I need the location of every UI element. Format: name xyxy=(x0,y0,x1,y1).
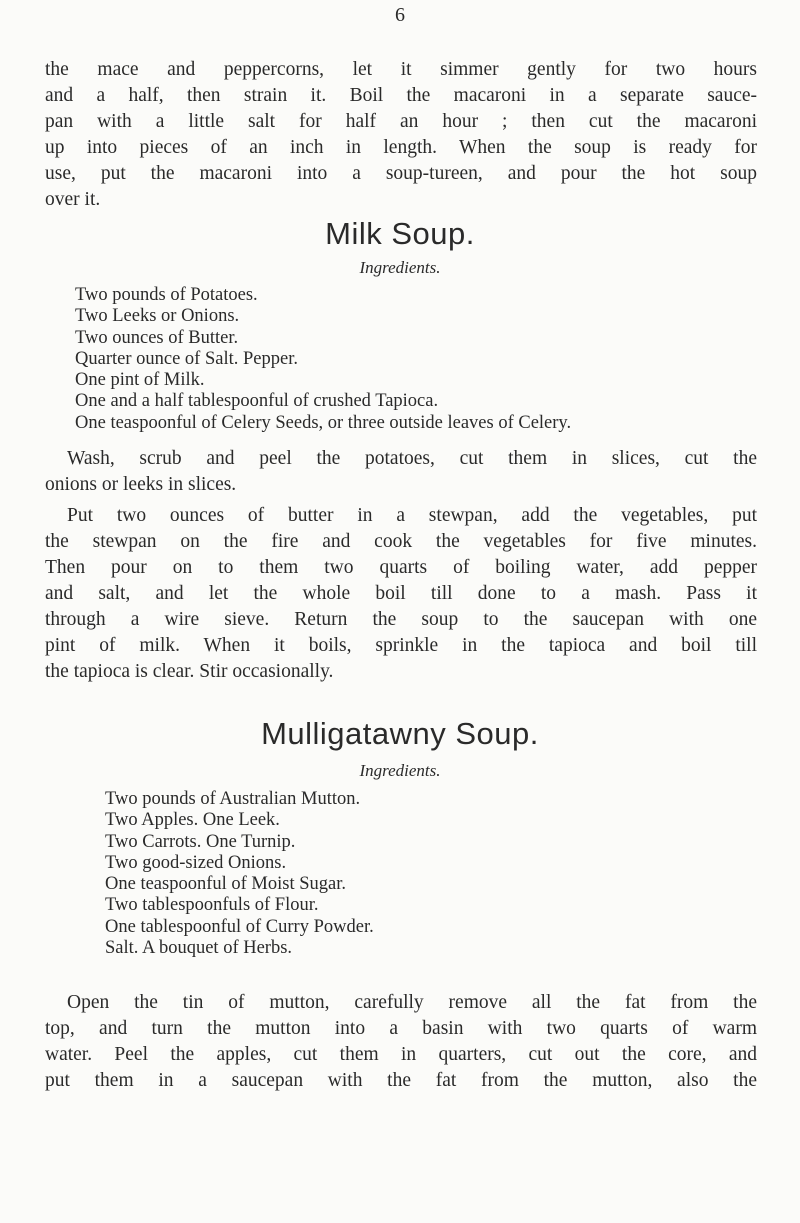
ingredient-item: One pint of Milk. xyxy=(75,370,205,391)
ingredient-item: Two good-sized Onions. xyxy=(105,852,287,873)
ingredient-item: One teaspoonful of Celery Seeds, or three outside leaves of Celery. xyxy=(75,412,572,433)
text-line: the mace and peppercorns, let it simmer gently for two hours xyxy=(45,59,757,80)
text-line: the stewpan on the fire and cook the vegetables for five minutes. xyxy=(45,531,757,552)
text-line: Open the tin of mutton, carefully remove all the fat from the xyxy=(67,992,757,1013)
mulligatawny-ingredients-heading: Ingredients. xyxy=(359,761,441,780)
ingredient-item: Two tablespoonfuls of Flour. xyxy=(105,895,319,916)
text-line: the tapioca is clear. Stir occasionally. xyxy=(45,661,334,682)
ingredient-item: Two Apples. One Leek. xyxy=(105,810,280,831)
text-line: Wash, scrub and peel the potatoes, cut them in slices, cut the xyxy=(67,448,757,469)
text-line: use, put the macaroni into a soup-tureen, and pour the hot soup xyxy=(45,163,757,184)
text-line: and a half, then strain it. Boil the macaroni in a separate sauce- xyxy=(45,85,757,106)
text-line: pint of milk. When it boils, sprinkle in the tapioca and boil till xyxy=(45,635,757,656)
ingredient-item: One teaspoonful of Moist Sugar. xyxy=(105,874,346,895)
mulligatawny-ingredients-list xyxy=(105,789,374,959)
milk-soup-ingredients-list xyxy=(75,285,571,434)
milk-soup-paragraph-2 xyxy=(45,503,757,685)
intro-paragraph xyxy=(45,57,757,213)
text-line: onions or leeks in slices. xyxy=(45,474,237,495)
text-line: Put two ounces of butter in a stewpan, add the vegetables, put xyxy=(67,505,757,526)
milk-soup-paragraph-1 xyxy=(45,446,757,498)
mulligatawny-paragraph-1 xyxy=(45,990,757,1094)
page-number: 6 xyxy=(395,4,405,26)
ingredient-item: Two Leeks or Onions. xyxy=(75,306,240,327)
ingredient-item: Salt. A bouquet of Herbs. xyxy=(105,938,293,959)
text-line: and salt, and let the whole boil till done to a mash. Pass it xyxy=(45,583,757,604)
ingredient-item: One tablespoonful of Curry Powder. xyxy=(105,916,374,937)
text-line: water. Peel the apples, cut them in quarters, cut out the core, and xyxy=(45,1044,757,1065)
ingredient-item: Two ounces of Butter. xyxy=(75,327,239,348)
text-line: top, and turn the mutton into a basin with two quarts of warm xyxy=(45,1018,757,1039)
text-line: Then pour on to them two quarts of boiling water, add pepper xyxy=(45,557,757,578)
text-line: put them in a saucepan with the fat from the mutton, also the xyxy=(45,1070,757,1091)
text-line: up into pieces of an inch in length. When the soup is ready for xyxy=(45,137,757,158)
milk-soup-ingredients-heading: Ingredients. xyxy=(359,258,441,277)
text-line: through a wire sieve. Return the soup to the saucepan with one xyxy=(45,609,757,630)
ingredient-item: Two Carrots. One Turnip. xyxy=(105,831,296,852)
ingredient-item: One and a half tablespoonful of crushed Tapioca. xyxy=(75,391,439,412)
ingredient-item: Quarter ounce of Salt. Pepper. xyxy=(75,348,298,369)
ingredient-item: Two pounds of Potatoes. xyxy=(75,285,258,305)
milk-soup-title: Milk Soup. xyxy=(325,216,475,251)
text-line: pan with a little salt for half an hour ; then cut the macaroni xyxy=(45,111,757,132)
text-line: over it. xyxy=(45,189,101,210)
mulligatawny-soup-title: Mulligatawny Soup. xyxy=(261,716,539,751)
ingredient-item: Two pounds of Australian Mutton. xyxy=(105,789,361,809)
